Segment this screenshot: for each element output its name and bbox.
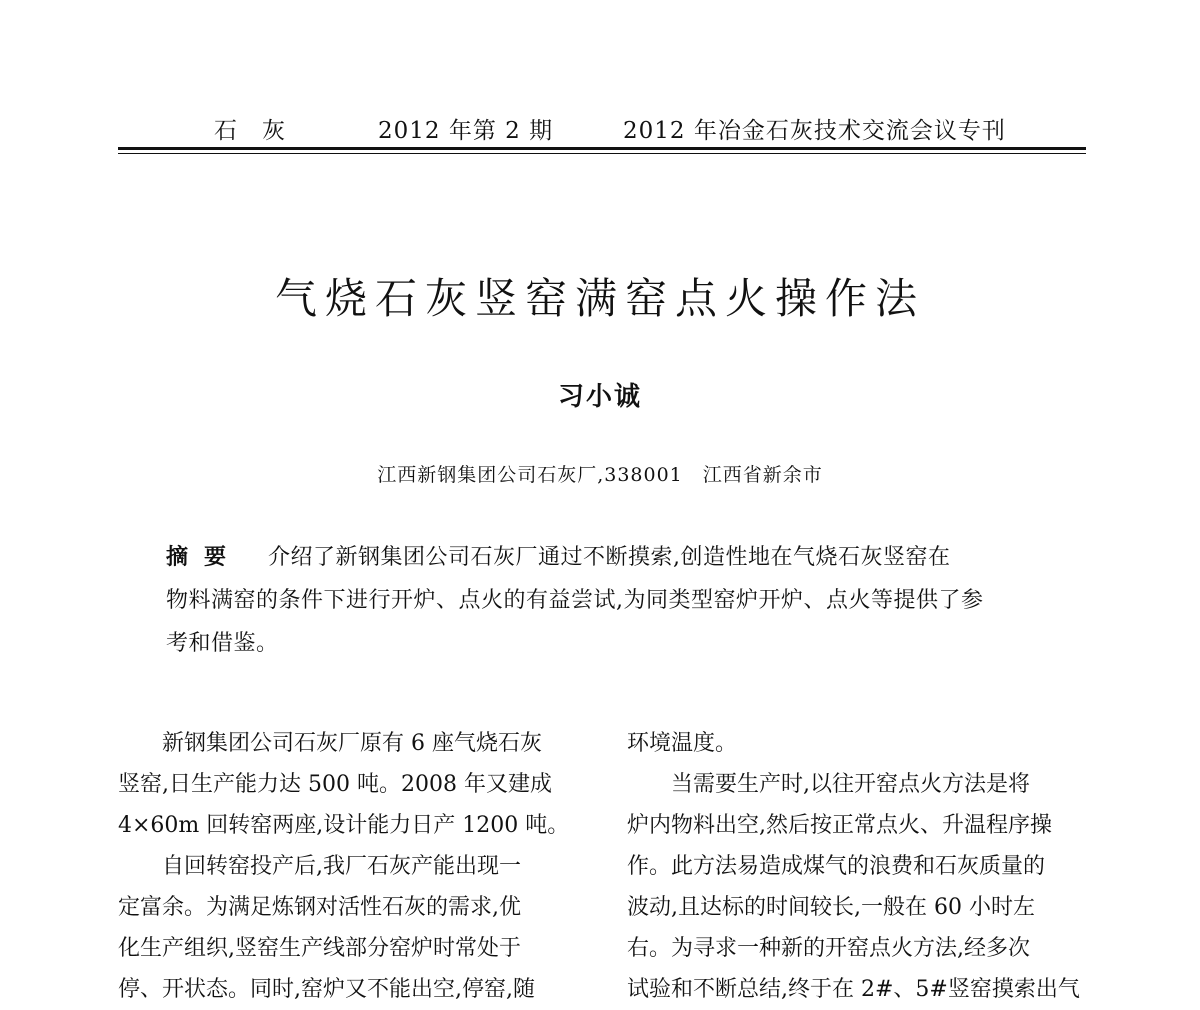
body-line: 当需要生产时,以往开窑点火方法是将 — [627, 772, 1030, 797]
body-line: 4×60m 回转窑两座,设计能力日产 1200 吨。 — [118, 813, 570, 838]
body-line: 作。此方法易造成煤气的浪费和石灰质量的 — [627, 854, 1046, 879]
abstract-label: 摘要 — [166, 545, 243, 570]
body-line: 环境温度。 — [627, 731, 738, 756]
paper-title: 气烧石灰竖窑满窑点火操作法 — [274, 274, 925, 323]
body-line: 波动,且达标的时间较长,一般在 60 小时左 — [627, 895, 1035, 920]
body-left-column — [118, 723, 584, 1010]
abstract-line: 考和借鉴。 — [166, 631, 279, 656]
abstract — [166, 536, 1046, 665]
body-line: 试验和不断总结,终于在 2#、5#竖窑摸索出气 — [627, 977, 1080, 1002]
body-line: 右。为寻求一种新的开窑点火方法,经多次 — [627, 936, 1030, 961]
author-affiliation: 江西新钢集团公司石灰厂,338001 江西省新余市 — [377, 464, 823, 486]
author-name: 习小诚 — [557, 382, 642, 412]
body-line: 化生产组织,竖窑生产线部分窑炉时常处于 — [118, 936, 521, 961]
body-line: 竖窑,日生产能力达 500 吨。2008 年又建成 — [118, 772, 552, 797]
special-issue-title: 2012 年冶金石灰技术交流会议专刊 — [623, 118, 1006, 144]
body-line: 新钢集团公司石灰厂原有 6 座气烧石灰 — [118, 731, 542, 756]
abstract-line: 物料满窑的条件下进行开炉、点火的有益尝试,为同类型窑炉开炉、点火等提供了参 — [166, 588, 984, 613]
body-line: 定富余。为满足炼钢对活性石灰的需求,优 — [118, 895, 521, 920]
header-rule-thin — [118, 153, 1086, 154]
body-line: 停、开状态。同时,窑炉又不能出空,停窑,随 — [118, 977, 535, 1002]
abstract-line: 摘要 介绍了新钢集团公司石灰厂通过不断摸索,创造性地在气烧石灰竖窑在 — [166, 545, 951, 570]
issue-number: 2012 年第 2 期 — [378, 118, 554, 144]
body-line: 自回转窑投产后,我厂石灰产能出现一 — [118, 854, 521, 879]
journal-name: 石 灰 — [214, 118, 286, 144]
body-line: 炉内物料出空,然后按正常点火、升温程序操 — [627, 813, 1052, 838]
body-right-column — [627, 723, 1089, 1010]
header-rule-thick — [118, 147, 1086, 150]
